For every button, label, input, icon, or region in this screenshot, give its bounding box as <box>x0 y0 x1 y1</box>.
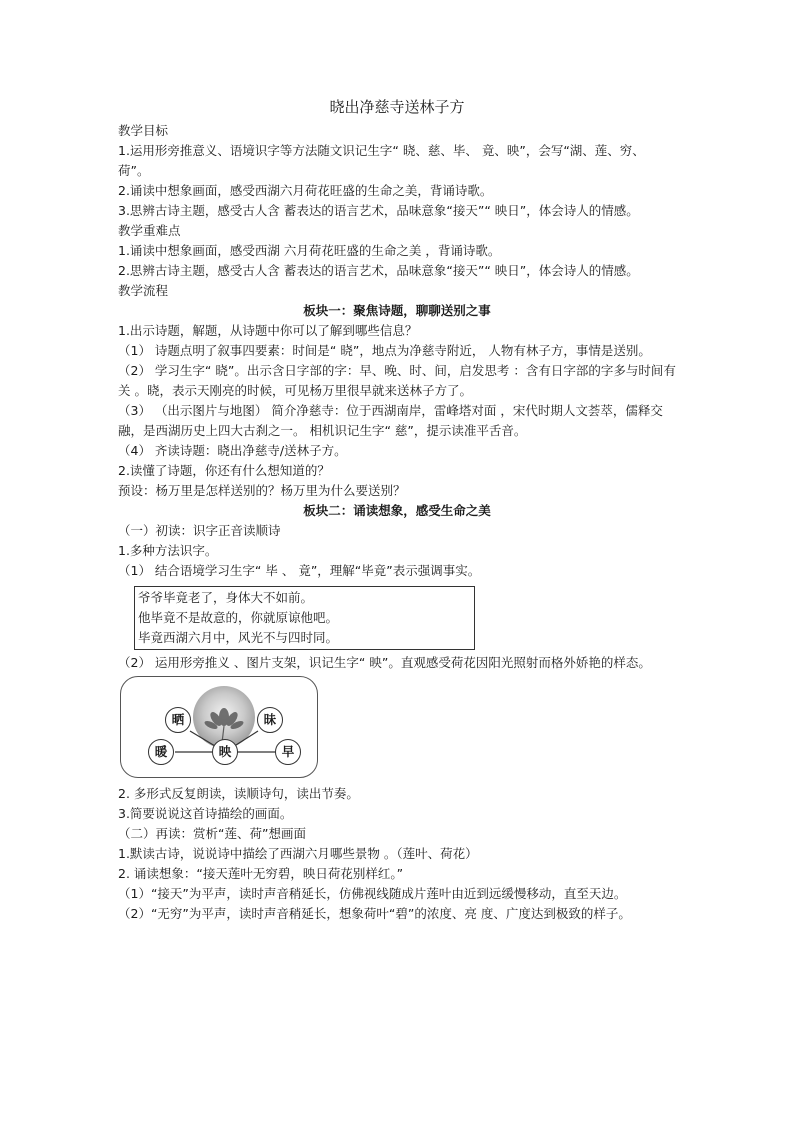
radical-diagram <box>120 676 318 778</box>
node-char: 早 <box>275 739 301 765</box>
block2-line: 1.多种方法识字。 <box>118 543 218 558</box>
block1-line: （4） 齐读诗题：晓出净慈寺/送林子方。 <box>118 443 347 458</box>
goal-item: 2.诵读中想象画面，感受西湖六月荷花旺盛的生命之美，背诵诗歌。 <box>118 183 493 198</box>
document-body <box>118 121 676 924</box>
block2-line: （2） 运用形旁推义 、图片支架，识记生字“ 映”。直观感受荷花因阳光照射而格外娇艳的样态。 <box>118 655 651 670</box>
block1-line: （1） 诗题点明了叙事四要素：时间是“ 晓”，地点为净慈寺附近， 人物有林子方，事情是送别。 <box>118 343 651 358</box>
goal-item: 3.思辨古诗主题，感受古人含 蓄表达的语言艺术，品味意象“接天”“ 映日”，体会诗人的情感。 <box>118 203 639 218</box>
block1-title: 板块一：聚焦诗题，聊聊送别之事 <box>303 303 491 318</box>
block2-line: （二）再读：赏析“莲、荷”想画面 <box>118 826 306 841</box>
page-title: 晓出净慈寺送林子方 <box>329 98 465 116</box>
node-char: 昧 <box>257 707 283 733</box>
section-heading-key-points: 教学重难点 <box>118 223 181 238</box>
section-heading-flow: 教学流程 <box>118 283 169 298</box>
goal-item: 1.运用形旁推意义、语境识字等方法随文识记生字“ 晓、慈、毕、 竟、映”，会写“湖、莲、穷、荷”。 <box>118 143 645 178</box>
block2-line: 2. 多形式反复朗读，读顺诗句，读出节奏。 <box>118 786 359 801</box>
block2-line: （1） 结合语境学习生字“ 毕 、 竟”，理解“毕竟”表示强调事实。 <box>118 563 481 578</box>
block2-title: 板块二：诵读想象，感受生命之美 <box>303 503 491 518</box>
block1-line: 1.出示诗题，解题，从诗题中你可以了解到哪些信息？ <box>118 323 418 338</box>
key-point-item: 1.诵读中想象画面，感受西湖 六月荷花旺盛的生命之美 ，背诵诗歌。 <box>118 243 501 258</box>
example-sentence: 他毕竟不是故意的，你就原谅他吧。 <box>138 610 339 625</box>
center-node-char: 映 <box>212 739 238 765</box>
block1-line: 2.读懂了诗题，你还有什么想知道的？ <box>118 463 330 478</box>
block2-line: 3.简要说说这首诗描绘的画面。 <box>118 806 293 821</box>
block1-line: （3） （出示图片与地图） 简介净慈寺：位于西湖南岸，雷峰塔对面 ，宋代时期人文荟萃，儒释交融，是西湖历史上四大古刹之一。 相机识记生字“ 慈”，提示读准平舌音。 <box>118 403 663 438</box>
block1-line: （2） 学习生字“ 晓”。出示含日字部的字：早、晚、时、间，启发思考 ：含有日字部的字多与时间有关 。晓，表示天刚亮的时候，可见杨万里很早就来送林子方了。 <box>118 363 676 398</box>
block2-line: 1.默读古诗，说说诗中描绘了西湖六月哪些景物 。（莲叶、荷花） <box>118 846 478 861</box>
block2-line: 2. 诵读想象：“接天莲叶无穷碧，映日荷花别样红。” <box>118 866 404 881</box>
key-point-item: 2.思辨古诗主题，感受古人含 蓄表达的语言艺术，品味意象“接天”“ 映日”，体会诗人的情感。 <box>118 263 639 278</box>
block2-line: （2）“无穷”为平声，读时声音稍延长，想象荷叶“碧”的浓度、亮 度、广度达到极致的样子。 <box>118 906 631 921</box>
example-sentence: 毕竟西湖六月中，风光不与四时同。 <box>138 630 339 645</box>
section-heading-goals: 教学目标 <box>118 123 169 138</box>
block2-line: （1）“接天”为平声，读时声音稍延长，仿佛视线随成片莲叶由近到远缓慢移动，直至天边。 <box>118 886 627 901</box>
block1-line: 预设：杨万里是怎样送别的？杨万里为什么要送别？ <box>118 483 406 498</box>
node-char: 暖 <box>148 739 174 765</box>
example-sentences-box <box>134 586 475 650</box>
node-char: 晒 <box>165 707 191 733</box>
block2-line: （一）初读：识字正音读顺诗 <box>118 523 281 538</box>
example-sentence: 爷爷毕竟老了，身体大不如前。 <box>138 590 314 605</box>
